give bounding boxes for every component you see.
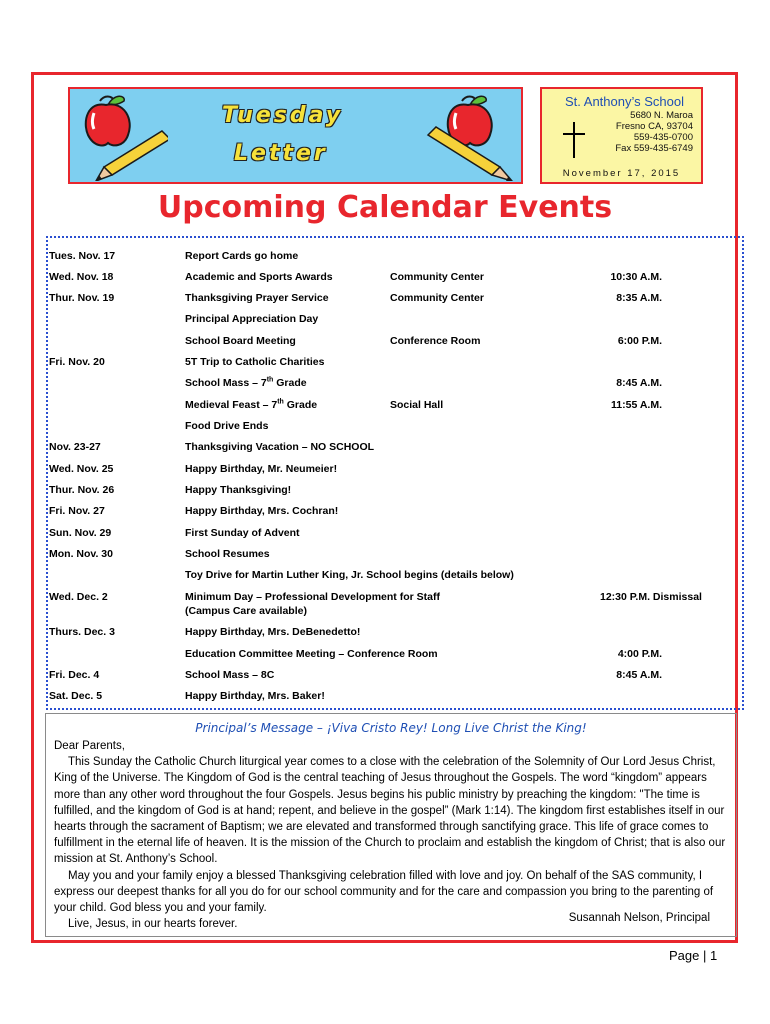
address-line: Fresno CA, 93704 [615,121,693,132]
message-signature: Susannah Nelson, Principal [568,912,710,924]
message-title: Principal’s Message – ¡Viva Cristo Rey! Long Live Christ the King! [195,721,587,735]
event-text: School Mass – 8C [185,669,275,681]
event-text: Toy Drive for Martin Luther King, Jr. School begins (details below) [185,569,514,581]
event-date: Thur. Nov. 26 [49,484,115,496]
event-date: Thur. Nov. 19 [49,292,115,304]
event-name [185,668,274,682]
event-name [185,462,337,476]
event-text: Medieval Feast – 7 [185,399,278,411]
event-date: Tues. Nov. 17 [49,250,116,262]
event-name [185,483,291,497]
event-name [185,568,514,582]
cross-icon-bar [563,133,585,135]
event-name [185,590,440,618]
event-text: Thanksgiving Vacation – NO SCHOOL [185,441,375,453]
event-location: Community Center [390,271,484,283]
event-time: 8:35 A.M. [616,292,662,304]
calendar-events-box [46,236,744,710]
event-text: Happy Birthday, Mrs. Cochran! [185,505,339,517]
page-number: Page | 1 [669,948,718,963]
event-text: Happy Birthday, Mrs. DeBenedetto! [185,626,361,638]
ordinal-suffix: th [277,398,284,406]
event-name [185,504,338,518]
event-name [185,440,374,454]
message-paragraph: This Sunday the Catholic Church liturgical year comes to a close with the celebration of the Solemnity of Our Lord Jesus Christ, King of the Universe. The Kingdom of God is the central teaching of Jesus throughout the Gospels. The word “kingdom” appears more than any other word throughout the four Gospels. Jesus begins his public ministry by preaching the kingdom: "The time is fulfilled, and the kingdom of God is at hand; repent, and believe in the gospel” (Mark 1:14). The kingdom first establishes itself in our hearts through the sacrament of Baptism; we are elevated and transformed through sanctifying grace. This life of grace comes to fulfillment in the eternal life of heaven. It is the mission of the Church to proclaim and establish the kingdom of Christ; that is also our mission at St. Anthony’s School. [54,756,726,866]
event-time: 8:45 A.M. [616,377,662,389]
event-time: 10:30 A.M. [610,271,662,283]
event-location: Social Hall [390,399,444,411]
event-text: Thanksgiving Prayer Service [185,292,329,304]
newsletter-date: November 17, 2015 [562,168,681,179]
event-text: Education Committee Meeting – Conference Room [185,648,438,660]
address-line: Fax 559-435-6749 [615,143,693,154]
principal-message-box [45,713,737,937]
event-name [185,419,268,433]
event-time: 8:45 A.M. [616,669,662,681]
event-text: Food Drive Ends [185,420,269,432]
ordinal-suffix: th [266,376,274,384]
message-greeting: Dear Parents, [54,740,125,752]
event-time: 6:00 P.M. [617,335,662,347]
event-text-suffix: Grade [273,377,307,389]
event-text: Happy Birthday, Mrs. Baker! [185,690,325,702]
event-text: School Board Meeting [185,335,296,347]
banner-title-line2: Letter [234,141,328,166]
event-date: Fri. Nov. 20 [49,356,105,368]
event-name [185,376,307,390]
event-text: School Mass – 7 [185,377,267,389]
tuesday-letter-banner [68,87,523,184]
address-line: 5680 N. Maroa [630,110,693,121]
event-date: Nov. 23-27 [49,441,101,453]
event-date: Wed. Nov. 18 [49,271,114,283]
event-name [185,355,324,369]
message-body [54,738,732,932]
event-time: 11:55 A.M. [611,399,662,411]
event-date: Mon. Nov. 30 [49,548,113,560]
banner-title-line1: Tuesday [222,103,344,128]
event-text: Report Cards go home [185,250,299,262]
event-text: Happy Birthday, Mr. Neumeier! [185,463,338,475]
event-location: Community Center [390,292,484,304]
event-date: Thurs. Dec. 3 [49,626,115,638]
event-text: Happy Thanksgiving! [185,484,292,496]
school-address [615,110,693,154]
event-text-suffix: Grade [283,399,318,411]
event-text-line2: (Campus Care available) [185,605,307,617]
event-time: 12:30 P.M. Dismissal [600,591,702,603]
page-title: Upcoming Calendar Events [157,190,613,225]
event-text: 5T Trip to Catholic Charities [185,356,325,368]
event-name [185,625,360,639]
event-name [185,312,318,326]
school-name: St. Anthony’s School [564,94,684,109]
school-info-box [540,87,703,184]
event-name [185,291,329,305]
event-name [185,526,300,540]
apple-pencil-right-icon [420,91,520,181]
event-name [185,547,270,561]
event-name [185,398,317,412]
event-time: 4:00 P.M. [617,648,662,660]
event-location: Conference Room [390,335,481,347]
event-date: Wed. Nov. 25 [49,463,114,475]
cross-icon [573,122,575,158]
event-date: Fri. Dec. 4 [49,669,100,681]
event-text: School Resumes [185,548,270,560]
event-name [185,647,438,661]
event-text: Minimum Day – Professional Development for Staff [185,591,440,603]
message-closing: Live, Jesus, in our hearts forever. [68,918,238,931]
event-text: Principal Appreciation Day [185,313,319,325]
event-name [185,249,298,263]
address-line: 559-435-0700 [633,132,693,143]
event-date: Sat. Dec. 5 [49,690,103,702]
message-paragraph: May you and your family enjoy a blessed Thanksgiving celebration filled with love and joy. On behalf of the SAS community, I express our deepest thanks for all you do for our school community and for the care and compassion you bring to the parenting of your child. God bless you and your family. [54,869,714,915]
event-name [185,689,325,703]
event-date: Sun. Nov. 29 [49,527,112,539]
event-name [185,270,333,284]
event-name [185,334,296,348]
event-date: Fri. Nov. 27 [49,505,105,517]
event-date: Wed. Dec. 2 [49,591,108,603]
event-text: Academic and Sports Awards [185,271,333,283]
event-text: First Sunday of Advent [185,527,300,539]
apple-pencil-left-icon [78,91,168,181]
